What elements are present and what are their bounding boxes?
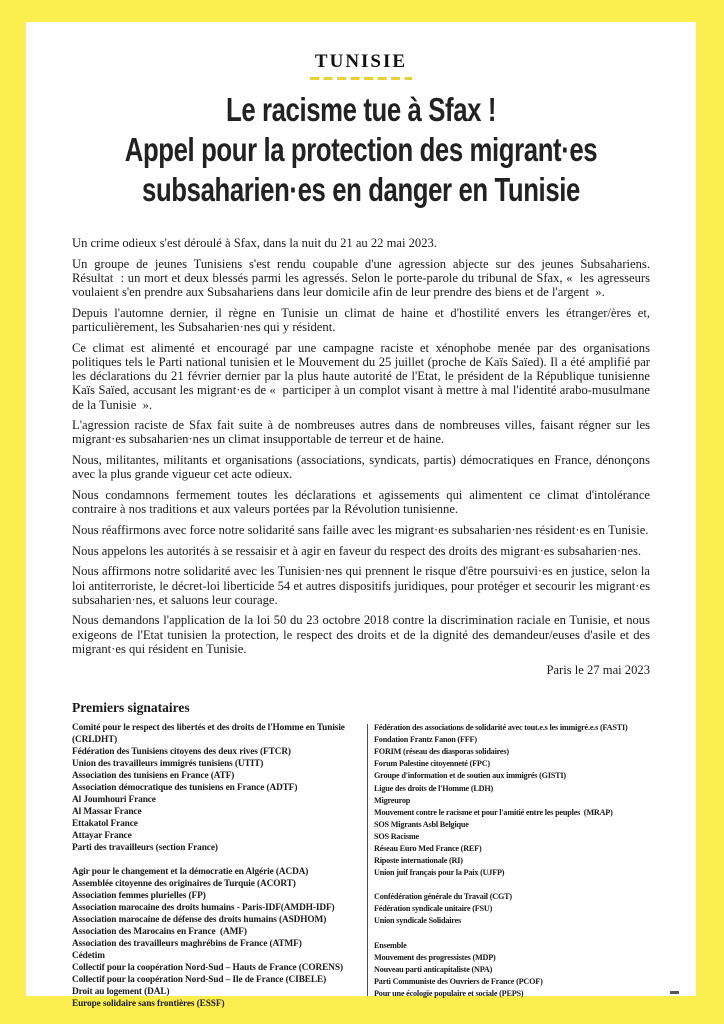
signatory: Parti des travailleurs (section France) bbox=[72, 843, 218, 854]
signatory: Association démocratique des tunisiens en France (ADTF) bbox=[72, 783, 298, 794]
paragraph: L'agression raciste de Sfax fait suite à de nombreuses autres dans de nombreuses villes, faisant régner sur les migrant·es subsaharien·nes un climat insupportable de terreur et de haine. bbox=[72, 418, 650, 447]
signatory: Al Joumhouri France bbox=[72, 795, 156, 806]
signatory: Union juif français pour la Paix (UJFP) bbox=[374, 868, 505, 878]
signatory: Pour une écologie populaire et sociale (PEPS) bbox=[374, 988, 524, 998]
signatories-section bbox=[72, 700, 650, 1010]
signatory: Association des travailleurs maghrébins de France (ATMF) bbox=[72, 939, 302, 950]
signatory: Nouveau parti anticapitaliste (NPA) bbox=[374, 964, 493, 974]
main-title-line-3: subsaharien·es en danger en Tunisie bbox=[142, 171, 580, 208]
signatory: SOS Racisme bbox=[374, 831, 419, 841]
signatory: Fédération des associations de solidarité avec tout.e.s les immigré.e.s (FASTI) bbox=[374, 723, 628, 733]
paragraph: Nous affirmons notre solidarité avec les Tunisien·nes qui prennent le risque d'être poursuivi·es en justice, selon la loi antiterroriste, le décret-loi liberticide 54 et autres dispositifs juridiques, pour protéger et secourir les migrant·es subsaharien·nes, et saluons leur courage. bbox=[72, 564, 650, 607]
signatories-left-column bbox=[72, 722, 360, 1010]
paragraph: Nous, militantes, militants et organisations (associations, syndicats, partis) démocratiques en France, dénonçons avec la plus grande vigueur cet acte odieux. bbox=[72, 453, 650, 482]
paragraph: Un crime odieux s'est déroulé à Sfax, dans la nuit du 21 au 22 mai 2023. bbox=[72, 236, 437, 250]
signatories-heading: Premiers signataires bbox=[72, 700, 190, 716]
list-gap bbox=[374, 928, 650, 940]
signatory: Association des Marocains en France (AMF) bbox=[72, 927, 247, 938]
signatory: SOS Migrants Asbl Belgique bbox=[374, 819, 469, 829]
signatory: Agir pour le changement et la démocratie en Algérie (ACDA) bbox=[72, 867, 309, 878]
signatory: Ensemble bbox=[374, 940, 407, 950]
paragraph: Nous réaffirmons avec force notre solidarité sans faille avec les migrant·es subsaharien·nes résident·es en Tunisie. bbox=[72, 522, 649, 537]
signatory: Union des travailleurs immigrés tunisiens (UTIT) bbox=[72, 759, 264, 770]
signatories-columns bbox=[72, 722, 650, 1010]
signatory: Collectif pour la coopération Nord-Sud – Ile de France (CIBELE) bbox=[72, 975, 327, 986]
list-gap bbox=[374, 879, 650, 891]
main-title bbox=[100, 90, 623, 210]
signatory: Fédération des Tunisiens citoyens des deux rives (FTCR) bbox=[72, 747, 291, 758]
signatory: Attayar France bbox=[72, 831, 132, 842]
paragraph: Ce climat est alimenté et encouragé par une campagne raciste et xénophobe menée par des organisations politiques tels le Parti national tunisien et le Mouvement du 25 juillet (proche de Kaïs Saïed). Il a été amplifié par les déclarations du 21 février dernier par la plus haute autorité de l'Etat, le président de la République tunisienne Kaïs Saïed, accusant les migrant·es de « participer à un complot visant à mettre à mal l'identité arabo-musulmane de la Tunisie ». bbox=[72, 340, 650, 412]
signatory: Association des tunisiens en France (ATF) bbox=[72, 771, 235, 782]
signatory: Collectif pour la coopération Nord-Sud – Hauts de France (CORENS) bbox=[72, 963, 343, 974]
signatory: Fondation Frantz Fanon (FFF) bbox=[374, 735, 477, 745]
signatory: Fédération syndicale unitaire (FSU) bbox=[374, 904, 493, 914]
kicker-dashed-underline bbox=[310, 77, 412, 80]
list-gap bbox=[72, 854, 360, 866]
kicker-title: TUNISIE bbox=[314, 51, 408, 72]
paragraph: Un groupe de jeunes Tunisiens s'est rendu coupable d'une agression abjecte sur des jeunes Subsahariens. Résultat : un mort et deux blessés parmi les agressés. Selon le porte-parole du tribunal de Sfax, « les agresseurs voulaient s'en prendre aux Subsahariens dans leur domicile afin de leur prendre des biens et de l'argent ». bbox=[72, 256, 650, 300]
signatory: Comité pour le respect des libertés et des droits de l'Homme en Tunisie (CRLDHT) bbox=[72, 723, 345, 746]
signatory: Association marocaine de défense des droits humains (ASDHOM) bbox=[72, 915, 327, 926]
signatory: Union syndicale Solidaires bbox=[374, 916, 462, 926]
signatory: Assemblée citoyenne des originaires de Turquie (ACORT) bbox=[72, 879, 296, 890]
page-corner-mark bbox=[670, 991, 679, 994]
signatory: Forum Palestine citoyenneté (FPC) bbox=[374, 759, 490, 769]
paragraph: Depuis l'automne dernier, il règne en Tunisie un climat de haine et d'hostilité envers les étranger/ères et, particulièrement, les Subsaharien·nes qui y résident. bbox=[72, 305, 650, 335]
signatory: Ettakatol France bbox=[72, 819, 138, 830]
signatory: Mouvement contre le racisme et pour l'amitié entre les peuples (MRAP) bbox=[374, 807, 613, 817]
signatory: Migreurop bbox=[374, 795, 411, 805]
signatory: Al Massar France bbox=[72, 807, 142, 818]
document-page bbox=[26, 22, 696, 1010]
dateline-wrap bbox=[72, 663, 650, 678]
signatory: Association marocaine des droits humains - Paris-IDF(AMDH-IDF) bbox=[72, 903, 335, 914]
main-title-line-1: Le racisme tue à Sfax ! bbox=[225, 91, 497, 128]
signatory: Riposte internationale (RI) bbox=[374, 856, 463, 866]
signatory: Parti Communiste des Ouvriers de France (PCOF) bbox=[374, 976, 543, 986]
signatory: Droit au logement (DAL) bbox=[72, 987, 170, 998]
paragraph: Nous condamnons fermement toutes les déclarations et agissements qui alimentent ce climat d'intolérance contraire à nos traditions et aux valeurs portées par la Révolution tunisienne. bbox=[72, 488, 650, 517]
signatory: Groupe d'information et de soutien aux immigrés (GISTI) bbox=[374, 771, 566, 781]
signatory: Confédération générale du Travail (CGT) bbox=[374, 892, 512, 902]
signatories-right-column bbox=[374, 722, 650, 1010]
signatory: Ligue des droits de l'Homme (LDH) bbox=[374, 783, 494, 793]
signatory: FORIM (réseau des diasporas solidaires) bbox=[374, 747, 509, 757]
signatory: Réseau Euro Med France (REF) bbox=[374, 844, 482, 854]
paragraph: Nous appelons les autorités à se ressaisir et à agir en faveur du respect des droits des migrant·es subsaharien·nes. bbox=[72, 543, 641, 558]
main-title-line-2: Appel pour la protection des migrant·es bbox=[124, 131, 598, 168]
body-text bbox=[72, 236, 650, 656]
signatory: Mouvement des progressistes (MDP) bbox=[374, 952, 496, 962]
signatory: Europe solidaire sans frontières (ESSF) bbox=[72, 999, 225, 1010]
column-divider bbox=[367, 724, 368, 996]
signatory: Association femmes plurielles (FP) bbox=[72, 891, 206, 902]
dateline: Paris le 27 mai 2023 bbox=[546, 663, 650, 678]
signatory: Cédetim bbox=[72, 951, 105, 962]
paragraph: Nous demandons l'application de la loi 50 du 23 octobre 2018 contre la discrimination raciale en Tunisie, et nous exigeons de l'Etat tunisien la protection, le respect des droits et de la dignité des demandeur/euses d'asile et des migrant·es qui résident en Tunisie. bbox=[72, 613, 650, 656]
